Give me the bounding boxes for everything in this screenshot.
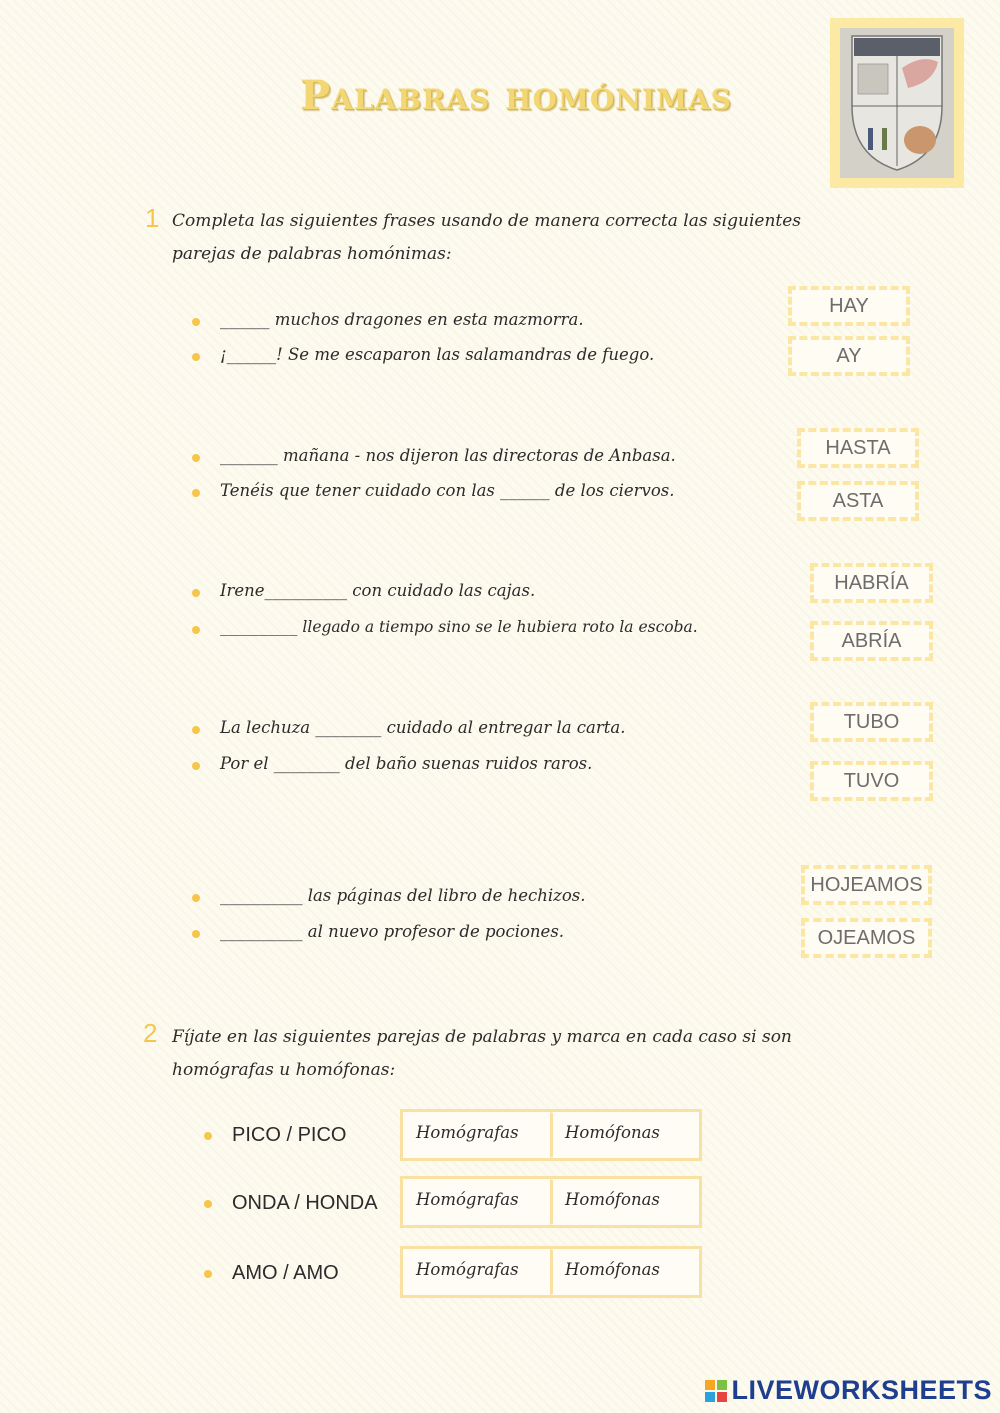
option-homografas[interactable]: Homógrafas [416, 1260, 519, 1279]
option-homografas[interactable]: Homógrafas [416, 1123, 519, 1142]
sentence-9: __________ las páginas del libro de hechizos. [220, 886, 586, 905]
bullet-icon [204, 1270, 212, 1278]
sentence-7: La lechuza ________ cuidado al entregar la carta. [220, 718, 626, 737]
word-card-habria[interactable]: HABRÍA [810, 563, 933, 603]
bullet-icon [192, 762, 200, 770]
sentence-8: Por el ________ del baño suenas ruidos raros. [220, 754, 593, 773]
bullet-icon [192, 589, 200, 597]
word-card-tuvo[interactable]: TUVO [810, 761, 933, 801]
choice-group-1 [400, 1109, 702, 1161]
bullet-icon [192, 454, 200, 462]
word-card-abria[interactable]: ABRÍA [810, 621, 933, 661]
bullet-icon [192, 726, 200, 734]
bullet-icon [192, 318, 200, 326]
word-card-hojeamos[interactable]: HOJEAMOS [801, 865, 932, 905]
word-card-asta[interactable]: ASTA [797, 481, 919, 521]
section-2-instruction: Fíjate en las siguientes parejas de palabras y marca en cada caso si son homógrafas u homófonas: [172, 1027, 792, 1080]
section-1-number: 1 [145, 203, 160, 233]
pair-1: PICO / PICO [232, 1124, 347, 1146]
bullet-icon [192, 894, 200, 902]
bullet-icon [192, 489, 200, 497]
bullet-icon [192, 930, 200, 938]
sentence-5: Irene__________ con cuidado las cajas. [220, 581, 536, 600]
bullet-icon [192, 353, 200, 361]
sentence-3: _______ mañana - nos dijeron las directoras de Anbasa. [220, 446, 676, 465]
sentence-4: Tenéis que tener cuidado con las ______ de los ciervos. [220, 481, 675, 500]
option-homografas[interactable]: Homógrafas [416, 1190, 519, 1209]
section-2-number: 2 [143, 1018, 158, 1048]
word-card-hasta[interactable]: HASTA [797, 428, 919, 468]
word-card-hay[interactable]: HAY [788, 286, 910, 326]
option-homofonas[interactable]: Homófonas [550, 1179, 699, 1225]
word-card-ay[interactable]: AY [788, 336, 910, 376]
bullet-icon [204, 1200, 212, 1208]
page-title: Palabras homónimas [300, 72, 732, 119]
choice-group-3 [400, 1246, 702, 1298]
sentence-6: __________ llegado a tiempo sino se le hubiera roto la escoba. [220, 618, 698, 636]
illustration-image [830, 18, 964, 188]
sentence-1: ______ muchos dragones en esta mazmorra. [220, 310, 584, 329]
bullet-icon [204, 1132, 212, 1140]
option-homofonas[interactable]: Homófonas [550, 1112, 699, 1158]
choice-group-2 [400, 1176, 702, 1228]
brand-logo-icon [705, 1380, 727, 1402]
section-1-instruction: Completa las siguientes frases usando de manera correcta las siguientes parejas de palabras homónimas: [172, 211, 802, 264]
brand-name: LIVEWORKSHEETS [731, 1375, 992, 1405]
pair-3: AMO / AMO [232, 1262, 339, 1284]
option-homofonas[interactable]: Homófonas [550, 1249, 699, 1295]
word-card-tubo[interactable]: TUBO [810, 702, 933, 742]
sentence-2: ¡______! Se me escaparon las salamandras de fuego. [220, 345, 655, 364]
pair-2: ONDA / HONDA [232, 1192, 378, 1214]
bullet-icon [192, 626, 200, 634]
liveworksheets-logo[interactable] [705, 1375, 992, 1406]
sentence-10: __________ al nuevo profesor de pociones. [220, 922, 565, 941]
word-card-ojeamos[interactable]: OJEAMOS [801, 918, 932, 958]
